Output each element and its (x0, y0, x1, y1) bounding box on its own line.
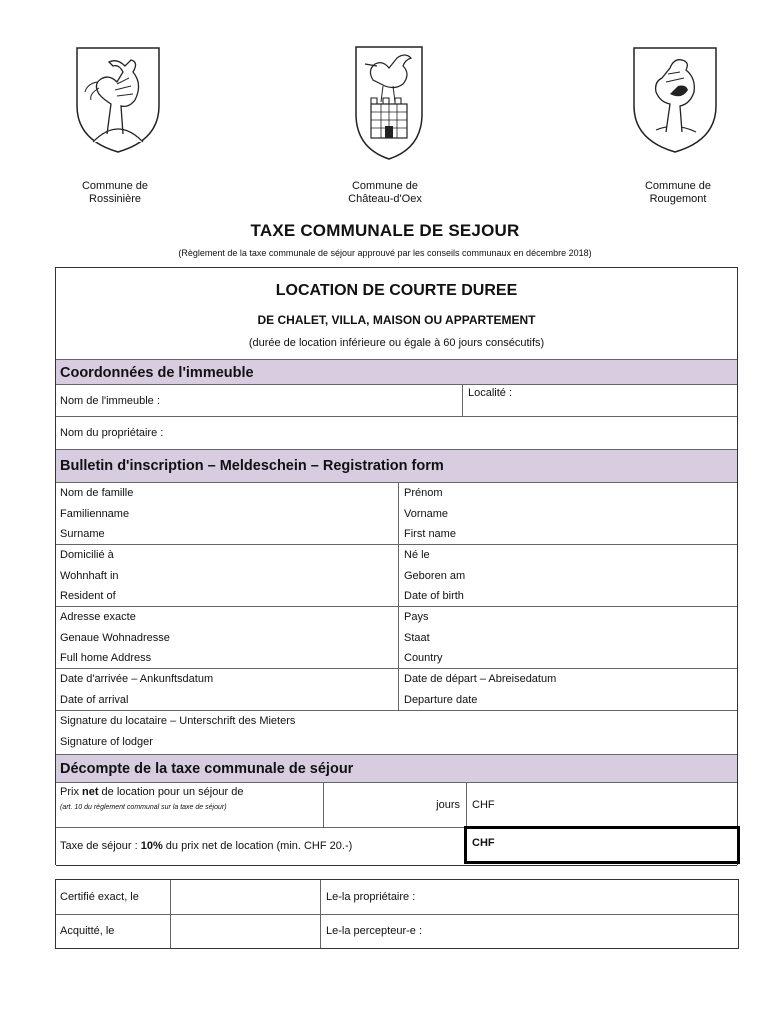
paid-date-label: Acquitté, le (60, 925, 115, 937)
commune-label: Commune de (644, 180, 712, 192)
label-text: Wohnhaft in (60, 569, 119, 582)
surname-field[interactable] (56, 483, 396, 545)
divider (170, 880, 171, 948)
label-text: Surname (60, 528, 105, 541)
label-text: Pays (404, 611, 429, 623)
section-tax-header: Décompte de la taxe communale de séjour (56, 755, 737, 783)
label-text: Departure date (404, 693, 478, 706)
commune-rossiniere (60, 180, 170, 206)
first-name-field[interactable] (400, 483, 730, 545)
label-text: du prix net de location (min. CHF 20.-) (162, 840, 353, 852)
label-bold: 10% (140, 840, 163, 852)
owner-row (56, 417, 737, 450)
residence-row (56, 545, 737, 607)
label-bold: net (82, 786, 99, 798)
divider (398, 669, 399, 710)
label-text: Familienname (60, 507, 130, 520)
locality-field[interactable]: Localité : (468, 387, 513, 399)
form-heading-title: LOCATION DE COURTE DUREE (275, 282, 518, 299)
tax-label (56, 836, 461, 857)
label-text: Genaue Wohnadresse (60, 631, 170, 644)
birth-date-field[interactable] (400, 545, 730, 607)
days-field[interactable]: jours (436, 799, 460, 811)
divider (398, 483, 399, 544)
rougemont-crest-icon (630, 44, 720, 156)
label-text: Vorname (404, 507, 449, 520)
net-price-chf-field[interactable]: CHF (472, 799, 495, 811)
label-text: Country (404, 652, 443, 665)
registration-form (55, 267, 738, 865)
building-name-field[interactable]: Nom de l'immeuble : (60, 395, 160, 407)
chf-label: CHF (472, 837, 495, 849)
commune-label: Commune de (81, 180, 149, 192)
commune-name: Château-d'Oex (348, 193, 422, 205)
certification-table (55, 879, 739, 949)
section-registration-header: Bulletin d'inscription – Meldeschein – Registration form (56, 450, 737, 483)
form-heading-note: (durée de location inférieure ou égale à 60 jours consécutifs) (248, 337, 545, 349)
regulation-note: (art. 10 du règlement communal sur la taxe de séjour) (60, 804, 227, 811)
net-price-text (60, 784, 321, 800)
divider (462, 385, 463, 416)
document-subtitle: (Règlement de la taxe communale de séjour approuvé par les conseils communaux en décembre 2018) (178, 248, 592, 258)
divider (398, 545, 399, 606)
label-text: Full home Address (60, 652, 152, 665)
certified-date-field[interactable] (172, 882, 318, 912)
departure-date-field[interactable] (400, 669, 730, 710)
label-text: Né le (404, 549, 430, 561)
commune-rougemont (623, 180, 733, 206)
price-row (56, 783, 737, 828)
section-building-header: Coordonnées de l'immeuble (56, 360, 737, 385)
label-text: Staat (404, 631, 430, 644)
signature-row (56, 711, 737, 755)
country-field[interactable] (400, 607, 730, 669)
net-price-label (56, 784, 321, 816)
label-text: Signature of lodger (60, 735, 153, 748)
address-field[interactable] (56, 607, 396, 669)
label-text: de location pour un séjour de (98, 786, 244, 798)
address-row (56, 607, 737, 669)
chateau-doex-crest-icon (353, 44, 425, 162)
arrival-date-field[interactable] (56, 669, 396, 710)
label-text: Prénom (404, 487, 443, 499)
divider (56, 914, 738, 915)
label-text: Signature du locataire – Unterschrift des Mieters (60, 715, 296, 727)
collector-signature-field[interactable]: Le-la percepteur-e : (326, 925, 422, 937)
owner-name-field[interactable]: Nom du propriétaire : (60, 427, 164, 439)
commune-name: Rougemont (649, 193, 707, 205)
owner-signature-field[interactable]: Le-la propriétaire : (326, 891, 416, 903)
paid-date-field[interactable] (172, 916, 318, 946)
commune-chateau-doex (330, 180, 440, 206)
label-text: Adresse exacte (60, 611, 136, 623)
residence-field[interactable] (56, 545, 396, 607)
label-text: Date de départ – Abreisedatum (404, 673, 557, 685)
label-text: Date d'arrivée – Ankunftsdatum (60, 673, 214, 685)
form-heading (56, 268, 737, 360)
certified-date-label: Certifié exact, le (60, 891, 139, 903)
label-text: Prix (60, 786, 82, 798)
commune-label: Commune de (351, 180, 419, 192)
label-text: Nom de famille (60, 487, 134, 499)
label-text: Resident of (60, 590, 116, 603)
lodger-signature-field[interactable] (56, 711, 726, 752)
label-text: Geboren am (404, 569, 466, 582)
commune-name: Rossinière (89, 193, 141, 205)
form-heading-subtitle: DE CHALET, VILLA, MAISON OU APPARTEMENT (257, 313, 536, 327)
rossiniere-crest-icon (73, 44, 163, 156)
document-title: TAXE COMMUNALE DE SEJOUR (250, 221, 520, 240)
divider (466, 783, 467, 827)
building-row (56, 385, 737, 417)
label-text: Date of birth (404, 590, 464, 603)
label-text: Date of arrival (60, 693, 129, 706)
tax-amount-chf-field[interactable] (464, 826, 740, 864)
divider (398, 607, 399, 668)
label-text: Domicilié à (60, 549, 114, 561)
name-row (56, 483, 737, 545)
label-text: Taxe de séjour : (60, 840, 141, 852)
dates-row (56, 669, 737, 711)
label-text: First name (404, 528, 456, 541)
divider (320, 880, 321, 948)
